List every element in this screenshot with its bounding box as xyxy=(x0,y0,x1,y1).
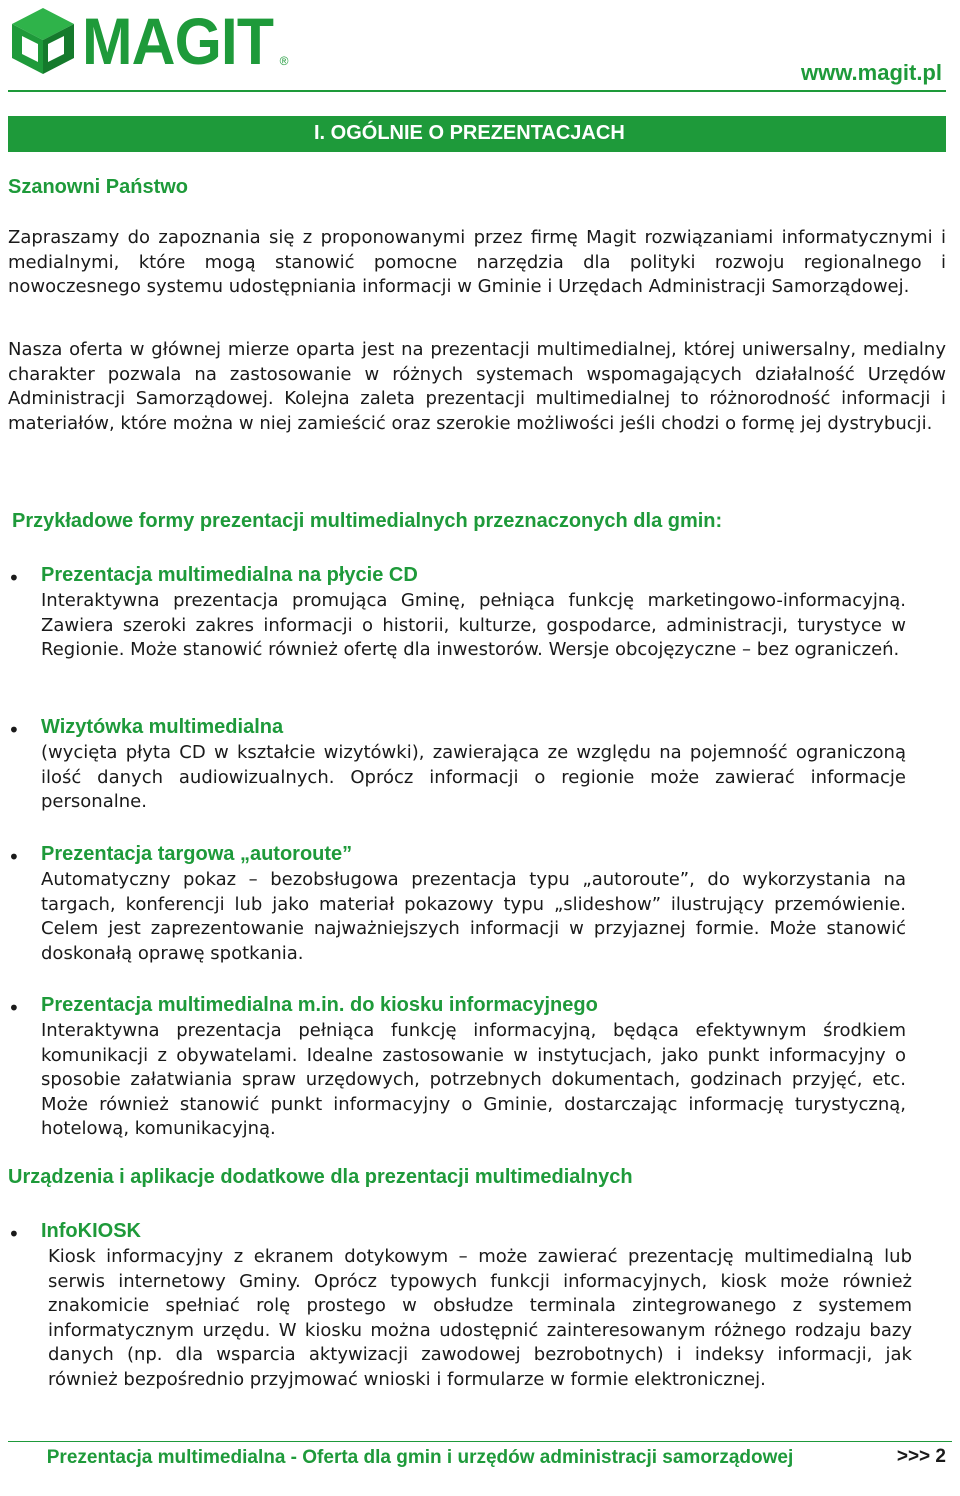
logo-wordmark: MAGIT xyxy=(82,4,274,78)
list-item-title: Prezentacja targowa „autoroute” xyxy=(41,843,353,865)
site-url-link[interactable]: www.magit.pl xyxy=(801,60,942,85)
list-item-text: Automatyczny pokaz – bezobsługowa prezentacja typu „autoroute”, do wykorzystania na targach, konferencji lub jako materiał pokazowy typu „slideshow” ilustrujący przemówienie. Celem jest zaprezentowanie najważniejszych informacji w przyjaznej formie. Może stanowić doskonałą oprawę spotkania. xyxy=(41,869,906,964)
greeting-heading: Szanowni Państwo xyxy=(8,176,189,198)
page-number: >>> 2 xyxy=(896,1446,946,1467)
list-item-title: Wizytówka multimedialna xyxy=(41,716,284,738)
header-divider xyxy=(8,90,946,92)
bullet-icon: • xyxy=(8,1222,20,1246)
list-item-title: Prezentacja multimedialna na płycie CD xyxy=(41,564,418,586)
list-item-text: Kiosk informacyjny z ekranem dotykowym – może zawierać prezentację multimedialną lub serwis internetowy Gminy. Oprócz typowych funkcji informacyjnych, kiosk może również znakomicie spełniać rolę prostego w obsłudze terminala zintegrowanego z systemem informatycznym urzędu. W kiosku można udostępnić zainteresowanym różnego rodzaju bazy danych (np. dla wsparcia aktywizacji zawodowej bezrobotnych) i indeksy informacji, jak również bezpośrednio przyjmować wnioski i formularze w formie elektronicznej. xyxy=(48,1246,912,1390)
bullet-icon: • xyxy=(8,845,20,869)
registered-mark: ® xyxy=(279,54,289,68)
list-item-text: Interaktywna prezentacja promująca Gminę, pełniąca funkcję marketingowo-informacyjną. Zawiera szeroki zakres informacji o historii, kulturze, gospodarce, administracji, turystyce w Regionie. Może stanowić również ofertę dla inwestorów. Wersje obcojęzyczne – bez ograniczeń. xyxy=(41,590,906,660)
section-title: I. OGÓLNIE O PREZENTACJACH xyxy=(314,122,625,144)
list-item-title: InfoKIOSK xyxy=(41,1220,141,1242)
examples-heading: Przykładowe formy prezentacji multimedialnych przeznaczonych dla gmin: xyxy=(12,510,723,532)
list-item-title: Prezentacja multimedialna m.in. do kiosku informacyjnego xyxy=(41,994,598,1016)
list-item-text: (wycięta płyta CD w kształcie wizytówki), zawierająca ze względu na pojemność ograniczoną ilość danych audiowizualnych. Oprócz informacji o regionie może zawierać informacje personalne. xyxy=(41,742,906,812)
bullet-icon: • xyxy=(8,566,20,590)
footer-title: Prezentacja multimedialna - Oferta dla gmin i urzędów administracji samorządowej xyxy=(46,1447,794,1468)
devices-heading: Urządzenia i aplikacje dodatkowe dla prezentacji multimedialnych xyxy=(8,1166,633,1188)
section-title-bar xyxy=(8,116,946,152)
magit-cube-icon xyxy=(8,6,78,76)
footer-divider xyxy=(8,1441,952,1442)
list-item-text: Interaktywna prezentacja pełniąca funkcję informacyjną, będąca efektywnym środkiem komunikacji z obywatelami. Idealne zastosowanie w instytucjach, jako punkt informacyjny o sposobie załatwiania spraw urzędowych, potrzebnych dokumentach, godzinach przyjęć, etc. Może również stanowić punkt informacyjny o Gminie, dostarczając informację turystyczną, hotelową, komunikacyjną. xyxy=(41,1020,906,1139)
magit-logo xyxy=(8,4,288,78)
bullet-icon: • xyxy=(8,718,20,742)
offer-paragraph: Nasza oferta w głównej mierze oparta jest na prezentacji multimedialnej, której uniwersalny, medialny charakter pozwala na zastosowanie w różnych systemach wspomagających działalność Urzędów Administracji Samorządowej. Kolejna zaleta prezentacji multimedialnej to różnorodność informacji i materiałów, które można w niej zamieścić oraz szerokie możliwości jeśli chodzi o formę jej dystrybucji. xyxy=(8,339,946,434)
bullet-icon: • xyxy=(8,996,20,1020)
intro-paragraph: Zapraszamy do zapoznania się z proponowanymi przez firmę Magit rozwiązaniami informatycznymi i medialnymi, które mogą stanowić pomocne narzędzia dla polityki rozwoju regionalnego i nowoczesnego systemu udostępniania informacji w Gminie i Urzędach Administracji Samorządowej. xyxy=(8,227,946,297)
